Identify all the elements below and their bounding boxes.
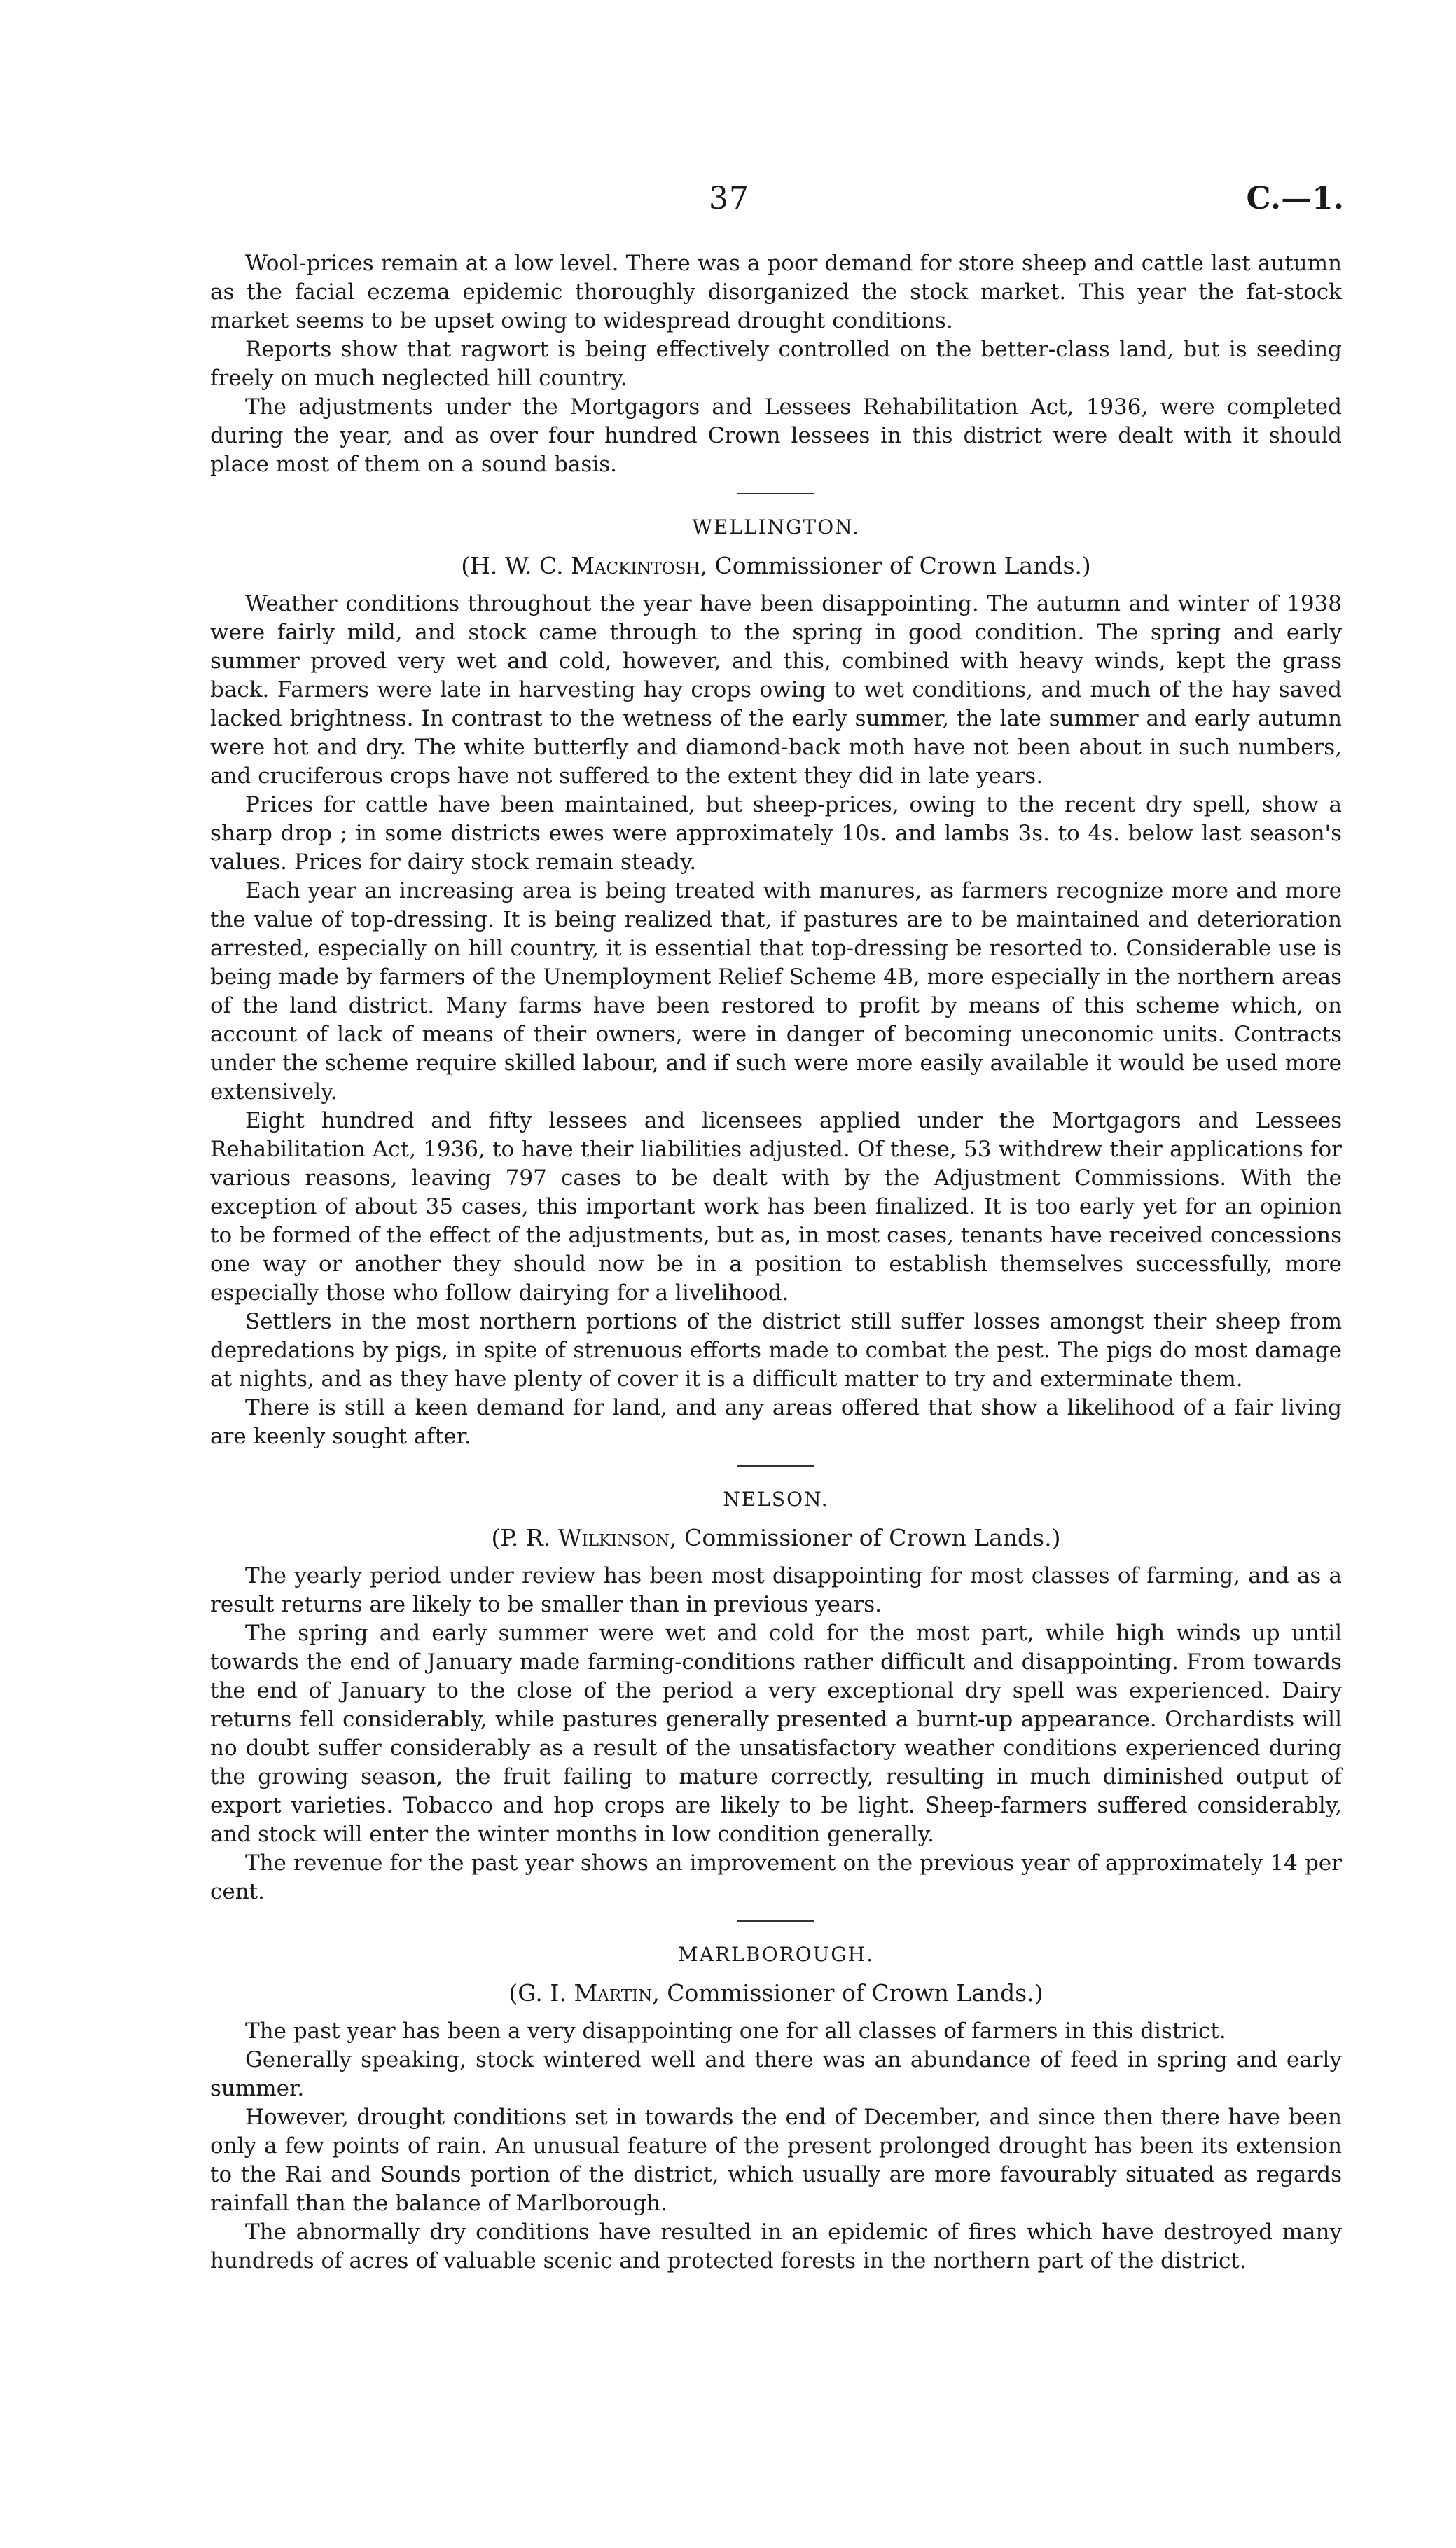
section-divider bbox=[737, 1465, 814, 1467]
section-divider bbox=[737, 493, 814, 494]
paragraph: The past year has been a very disappointing one for all classes of farmers in this district. bbox=[245, 2019, 1226, 2044]
section-marlborough bbox=[210, 1940, 1342, 2276]
section-wellington bbox=[210, 513, 1342, 1451]
page-header bbox=[210, 181, 1344, 223]
commissioner-name: Wilkinson bbox=[557, 1524, 670, 1551]
paragraph: The yearly period under review has been most disappointing for most classes of farming, and as a result returns are likely to be smaller than in previous years. bbox=[210, 1563, 1342, 1617]
paragraph: The abnormally dry conditions have resulted in an epidemic of fires which have destroyed many hundreds of acres of valuable scenic and protected forests in the northern part of the district. bbox=[210, 2220, 1342, 2273]
section-title: NELSON. bbox=[723, 1488, 829, 1511]
paragraph: Prices for cattle have been maintained, but sheep-prices, owing to the recent dry spell, show a sharp drop ; in some districts ewes were approximately 10s. and lambs 3s. to 4s. below last season's values. Prices for dairy stock remain steady. bbox=[210, 792, 1342, 875]
commissioner-name: Mackintosh bbox=[571, 552, 700, 579]
section-divider bbox=[737, 1920, 814, 1922]
paragraph: Eight hundred and fifty lessees and licensees applied under the Mortgagors and Lessees Rehabilitation Act, 1936, to have their liabilities adjusted. Of these, 53 withdrew their applications for various reasons, leaving 797 cases to be dealt with by the Adjustment Commissions. With the exception of about 35 cases, this important work has been finalized. It is too early yet for an opinion to be formed of the effect of the adjustments, but as, in most cases, tenants have received concessions one way or another they should now be in a position to establish themselves successfully, more especially those who follow dairying for a livelihood. bbox=[210, 1108, 1342, 1306]
commissioner-line: (H. W. C. Mackintosh, Commissioner of Crown Lands.) bbox=[461, 552, 1091, 579]
page-number: 37 bbox=[709, 181, 749, 216]
section-title: WELLINGTON. bbox=[692, 515, 860, 539]
page-body bbox=[210, 249, 1342, 2276]
commissioner-line: (P. R. Wilkinson, Commissioner of Crown Lands.) bbox=[491, 1524, 1061, 1551]
section-title: MARLBOROUGH. bbox=[678, 1943, 874, 1966]
paragraph: Reports show that ragwort is being effectively controlled on the better-class land, but is seeding freely on much neglected hill country. bbox=[210, 337, 1342, 391]
paragraph: Each year an increasing area is being treated with manures, as farmers recognize more and more the value of top-dressing. It is being realized that, if pastures are to be maintained and deterioration arrested, especially on hill country, it is essential that top-dressing be resorted to. Considerable use is being made by farmers of the Unemployment Relief Scheme 4B, more especially in the northern areas of the land district. Many farms have been restored to profit by means of this scheme which, on account of lack of means of their owners, were in danger of becoming uneconomic units. Contracts under the scheme require skilled labour, and if such were more easily available it would be used more extensively. bbox=[210, 878, 1342, 1105]
paragraph: Wool-prices remain at a low level. There was a poor demand for store sheep and cattle last autumn as the facial eczema epidemic thoroughly disorganized the stock market. This year the fat-stock market seems to be upset owing to widespread drought conditions. bbox=[210, 251, 1342, 333]
commissioner-line: (G. I. Martin, Commissioner of Crown Lands.) bbox=[508, 1979, 1044, 2007]
paragraph: The adjustments under the Mortgagors and Lessees Rehabilitation Act, 1936, were completed during the year, and as over four hundred Crown lessees in this district were dealt with it should place most of them on a sound basis. bbox=[210, 394, 1342, 477]
paragraph: Settlers in the most northern portions of the district still suffer losses amongst their sheep from depredations by pigs, in spite of strenuous efforts made to combat the pest. The pigs do most damage at nights, and as they have plenty of cover it is a difficult matter to try and exterminate them. bbox=[210, 1309, 1342, 1392]
paragraph: Generally speaking, stock wintered well and there was an abundance of feed in spring and early summer. bbox=[210, 2047, 1342, 2101]
section-nelson bbox=[210, 1485, 1342, 1906]
document-reference: C.—1. bbox=[1246, 181, 1344, 216]
paragraph: The revenue for the past year shows an improvement on the previous year of approximately 14 per cent. bbox=[210, 1850, 1342, 1904]
intro-section bbox=[210, 249, 1342, 479]
paragraph: Weather conditions throughout the year have been disappointing. The autumn and winter of 1938 were fairly mild, and stock came through to the spring in good condition. The spring and early summer proved very wet and cold, however, and this, combined with heavy winds, kept the grass back. Farmers were late in harvesting hay crops owing to wet conditions, and much of the hay saved lacked brightness. In contrast to the wetness of the early summer, the late summer and early autumn were hot and dry. The white butterfly and diamond-back moth have not been about in such numbers, and cruciferous crops have not suffered to the extent they did in late years. bbox=[210, 591, 1342, 789]
paragraph: The spring and early summer were wet and cold for the most part, while high winds up until towards the end of January made farming-conditions rather difficult and disappointing. From towards the end of January to the close of the period a very exceptional dry spell was experienced. Dairy returns fell considerably, while pastures generally presented a burnt-up appearance. Orchardists will no doubt suffer considerably as a result of the unsatisfactory weather conditions experienced during the growing season, the fruit failing to mature correctly, resulting in much diminished output of export varieties. Tobacco and hop crops are likely to be light. Sheep-farmers suffered considerably, and stock will enter the winter months in low condition generally. bbox=[210, 1621, 1342, 1847]
paragraph: However, drought conditions set in towards the end of December, and since then there have been only a few points of rain. An unusual feature of the present prolonged drought has been its extension to the Rai and Sounds portion of the district, which usually are more favourably situated as regards rainfall than the balance of Marlborough. bbox=[210, 2105, 1342, 2216]
paragraph: There is still a keen demand for land, and any areas offered that show a likelihood of a fair living are keenly sought after. bbox=[210, 1395, 1342, 1449]
commissioner-name: Martin bbox=[574, 1979, 653, 2007]
